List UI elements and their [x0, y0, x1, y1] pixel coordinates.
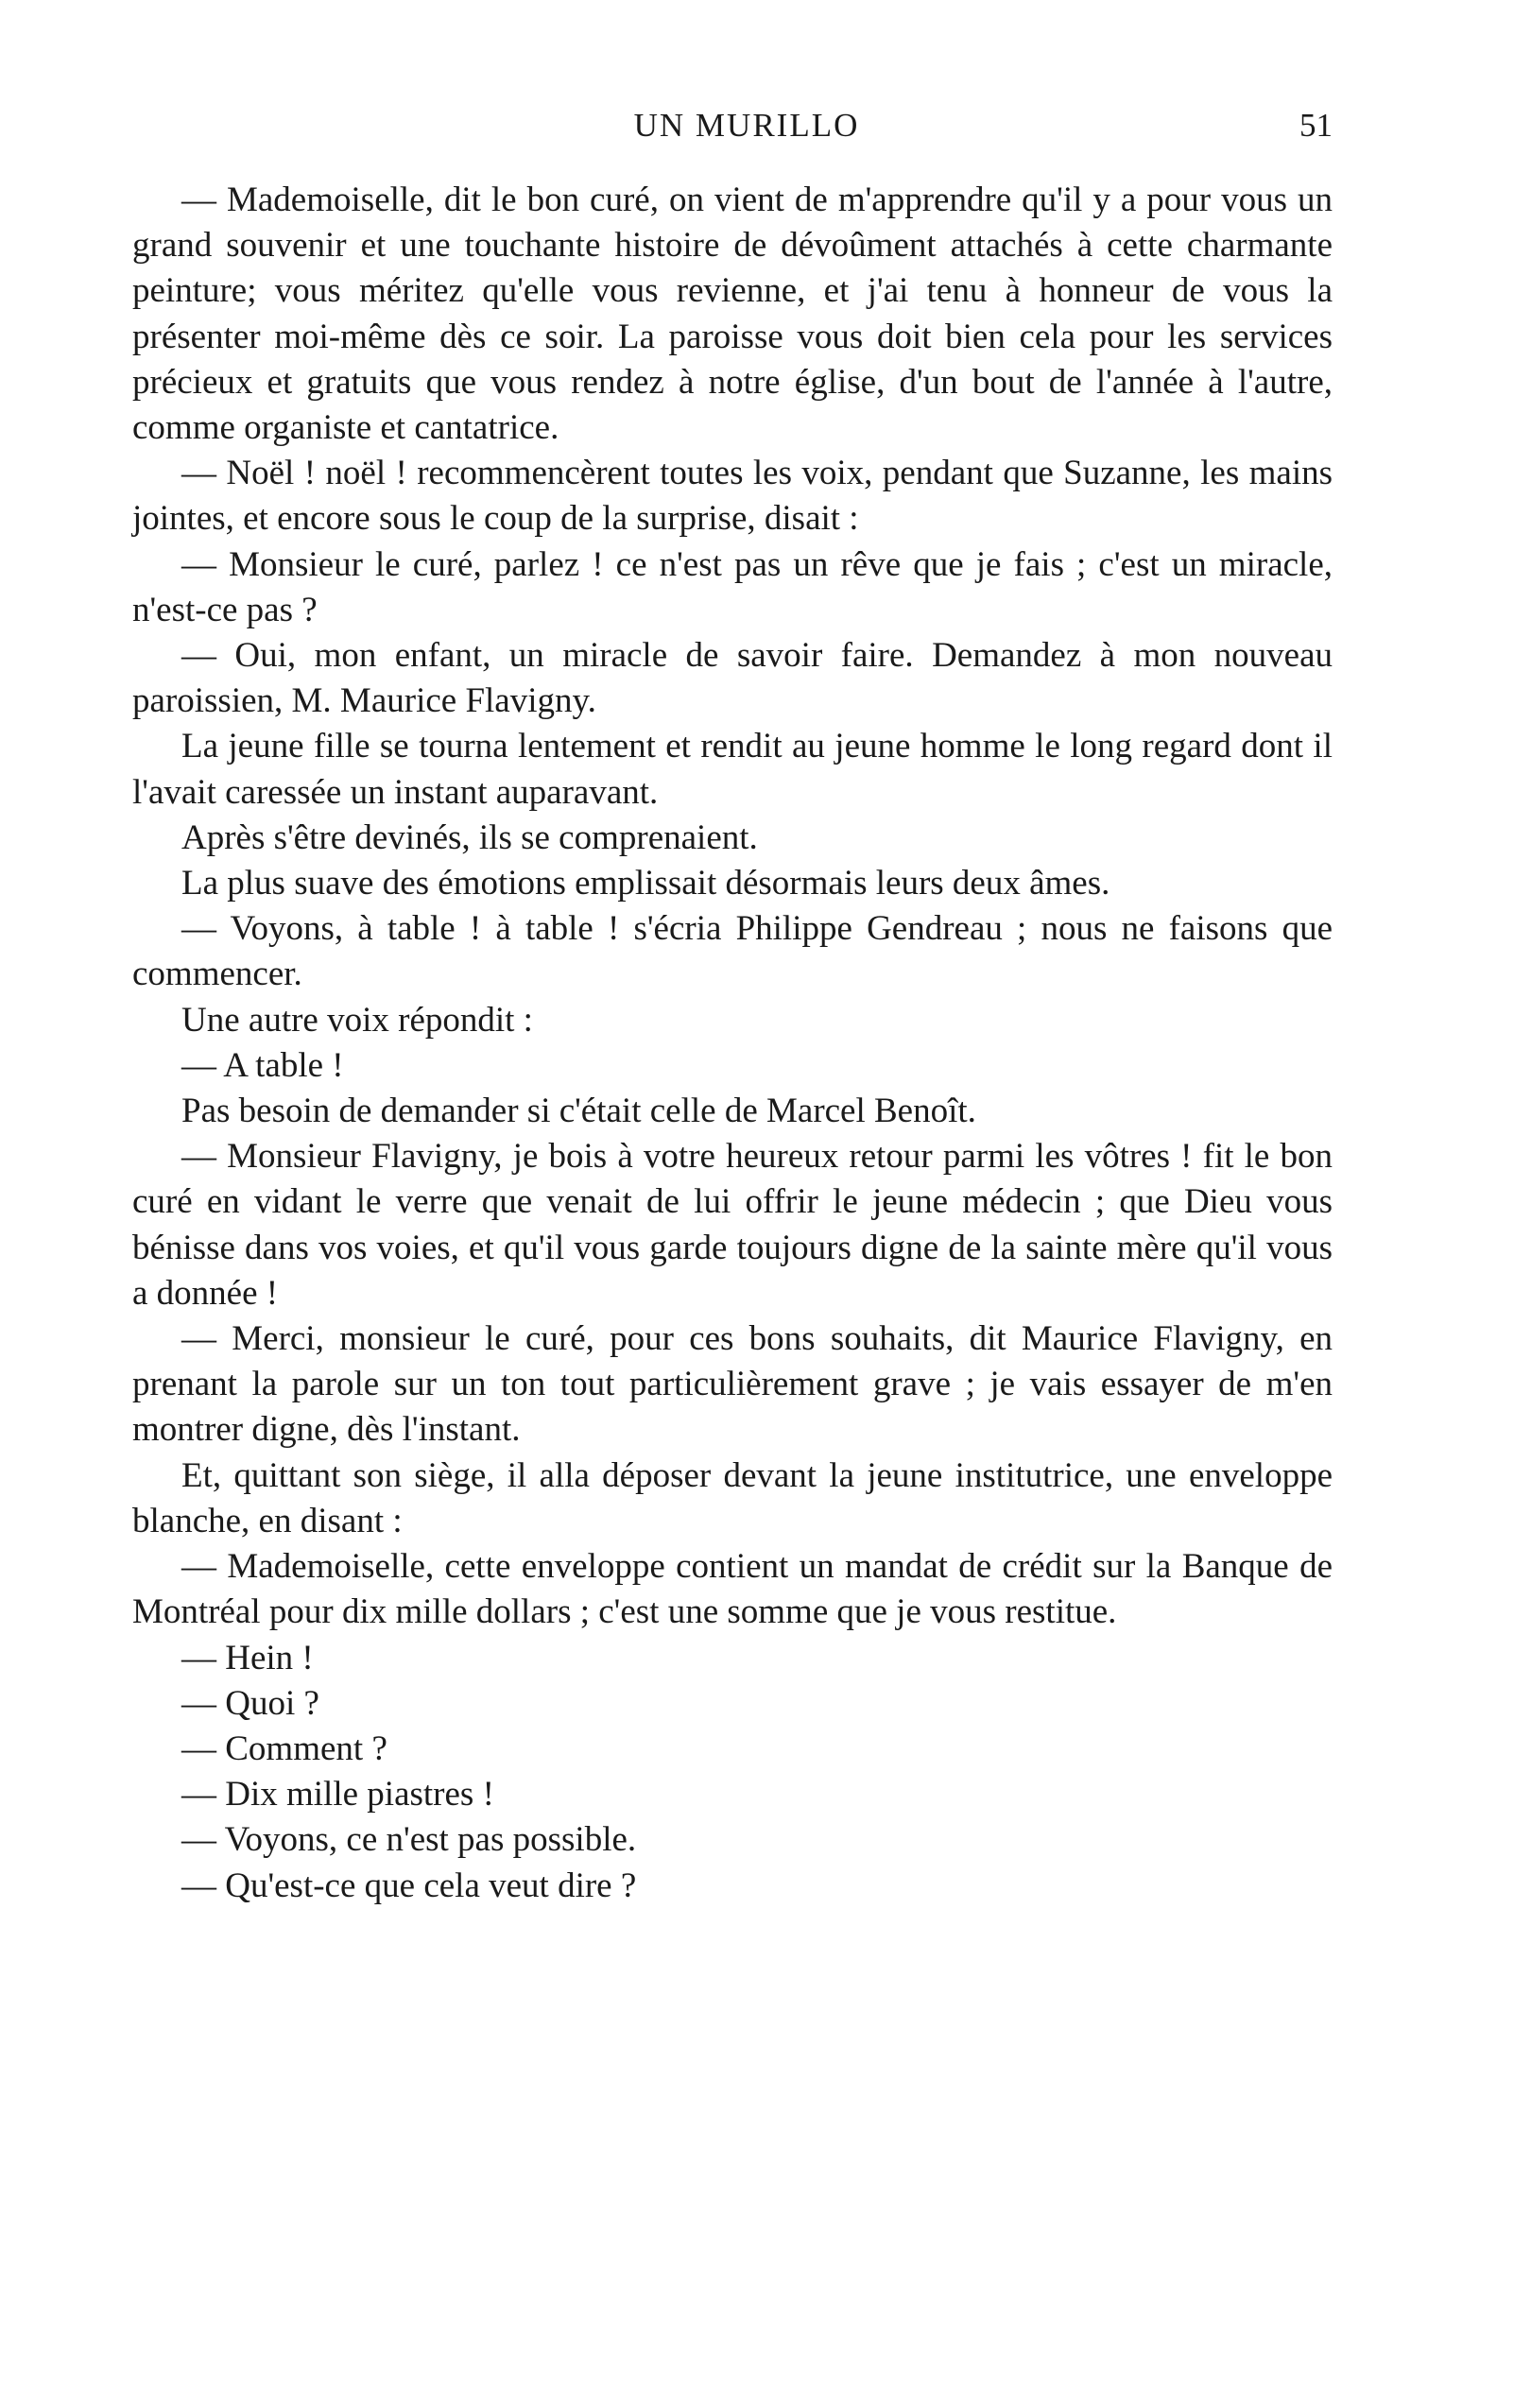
paragraph: Après s'être devinés, ils se comprenaient.	[181, 817, 758, 857]
paragraph: — Oui, mon enfant, un miracle de savoir faire. Demandez à mon nouveau paroissien, M. Maurice Flavigny.	[132, 636, 1333, 721]
paragraph: — Voyons, à table ! à table ! s'écria Philippe Gendreau ; nous ne faisons que commencer.	[132, 909, 1333, 994]
running-head	[161, 102, 1333, 149]
paragraph: — Merci, monsieur le curé, pour ces bons souhaits, dit Maurice Flavigny, en prenant la parole sur un ton tout particulièrement grave ; je vais essayer de m'en montrer digne, dès l'instant.	[132, 1319, 1333, 1450]
paragraph: — Monsieur Flavigny, je bois à votre heureux retour parmi les vôtres ! fit le bon curé en vidant le verre que venait de lui offrir le jeune médecin ; que Dieu vous bénisse dans vos voies, et qu'il vous garde toujours digne de la sainte mère qu'il vous a donnée !	[132, 1137, 1333, 1313]
paragraph: — Mademoiselle, dit le bon curé, on vient de m'apprendre qu'il y a pour vous un grand souvenir et une touchante histoire de dévoûment attachés à cette charmante peinture; vous méritez qu'elle vous revienne, et j'ai tenu à honneur de vous la présenter moi-même dès ce soir. La paroisse vous doit bien cela pour les services précieux et gratuits que vous rendez à notre église, d'un bout de l'année à l'autre, comme organiste et cantatrice.	[132, 181, 1333, 448]
paragraph: — A table !	[181, 1045, 344, 1085]
paragraph: — Voyons, ce n'est pas possible.	[181, 1820, 637, 1860]
paragraph: — Noël ! noël ! recommencèrent toutes les voix, pendant que Suzanne, les mains jointes, et encore sous le coup de la surprise, disait :	[132, 454, 1333, 539]
paragraph: — Monsieur le curé, parlez ! ce n'est pas un rêve que je fais ; c'est un miracle, n'est-ce pas ?	[132, 544, 1333, 629]
paragraph: — Comment ?	[181, 1729, 387, 1768]
page-number: 51	[1299, 107, 1333, 144]
paragraph: Une autre voix répondit :	[181, 1000, 533, 1040]
paragraph: La plus suave des émotions emplissait désormais leurs deux âmes.	[181, 864, 1110, 903]
paragraph: Pas besoin de demander si c'était celle de Marcel Benoît.	[181, 1092, 976, 1131]
paragraph: — Quoi ?	[181, 1683, 319, 1723]
paragraph: — Hein !	[181, 1638, 314, 1677]
paragraph: La jeune fille se tourna lentement et rendit au jeune homme le long regard dont il l'avait caressée un instant auparavant.	[132, 727, 1333, 812]
paragraph: — Mademoiselle, cette enveloppe contient un mandat de crédit sur la Banque de Montréal pour dix mille dollars ; c'est une somme que je vous restitue.	[132, 1547, 1333, 1632]
running-title: UN MURILLO	[633, 107, 860, 144]
paragraph: Et, quittant son siège, il alla déposer devant la jeune institutrice, une enveloppe blanche, en disant :	[132, 1455, 1333, 1540]
paragraph: — Qu'est-ce que cela veut dire ?	[181, 1866, 637, 1905]
body-text	[132, 178, 1333, 1909]
paragraph: — Dix mille piastres !	[181, 1775, 494, 1815]
